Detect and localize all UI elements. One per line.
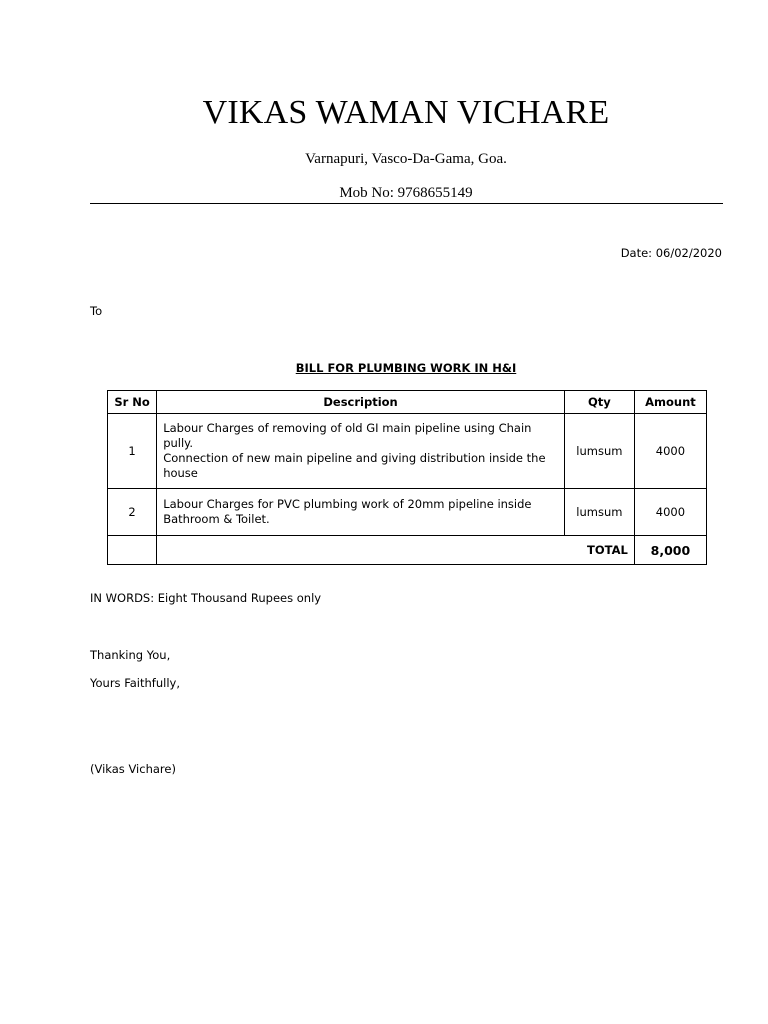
signature-name: (Vikas Vichare): [90, 762, 176, 776]
header-sr-no: Sr No: [108, 391, 157, 414]
cell-amount: 4000: [634, 414, 706, 489]
header-description: Description: [157, 391, 565, 414]
amount-in-words: IN WORDS: Eight Thousand Rupees only: [90, 591, 322, 605]
table-row: [108, 414, 707, 489]
closing-faithfully: Yours Faithfully,: [90, 676, 180, 690]
recipient-label: To: [90, 304, 103, 318]
letterhead-mobile: Mob No: 9768655149: [339, 185, 473, 201]
letterhead-address: Varnapuri, Vasco-Da-Gama, Goa.: [305, 151, 507, 167]
description-line: Labour Charges of removing of old GI main pipeline using Chain pully.: [163, 421, 532, 450]
empty-cell: [108, 536, 157, 565]
total-value: 8,000: [634, 536, 706, 565]
letterhead-name: VIKAS WAMAN VICHARE: [202, 94, 610, 131]
table-header-row: [108, 391, 707, 414]
bill-date: Date: 06/02/2020: [620, 246, 722, 260]
cell-sr-no: 2: [108, 489, 157, 536]
header-qty: Qty: [564, 391, 634, 414]
cell-amount: 4000: [634, 489, 706, 536]
description-line: Labour Charges for PVC plumbing work of 20mm pipeline inside Bathroom & Toilet.: [163, 497, 532, 526]
table-row: [108, 489, 707, 536]
description-line: Connection of new main pipeline and giving distribution inside the house: [163, 451, 546, 480]
cell-qty: lumsum: [564, 489, 634, 536]
cell-description: [157, 414, 565, 489]
header-divider: [90, 203, 723, 204]
bill-title: BILL FOR PLUMBING WORK IN H&I: [295, 361, 517, 375]
cell-qty: lumsum: [564, 414, 634, 489]
header-amount: Amount: [634, 391, 706, 414]
bill-table: [107, 390, 707, 565]
total-row: [108, 536, 707, 565]
closing-thanks: Thanking You,: [90, 648, 171, 662]
cell-description: [157, 489, 565, 536]
total-label: TOTAL: [157, 536, 635, 565]
cell-sr-no: 1: [108, 414, 157, 489]
